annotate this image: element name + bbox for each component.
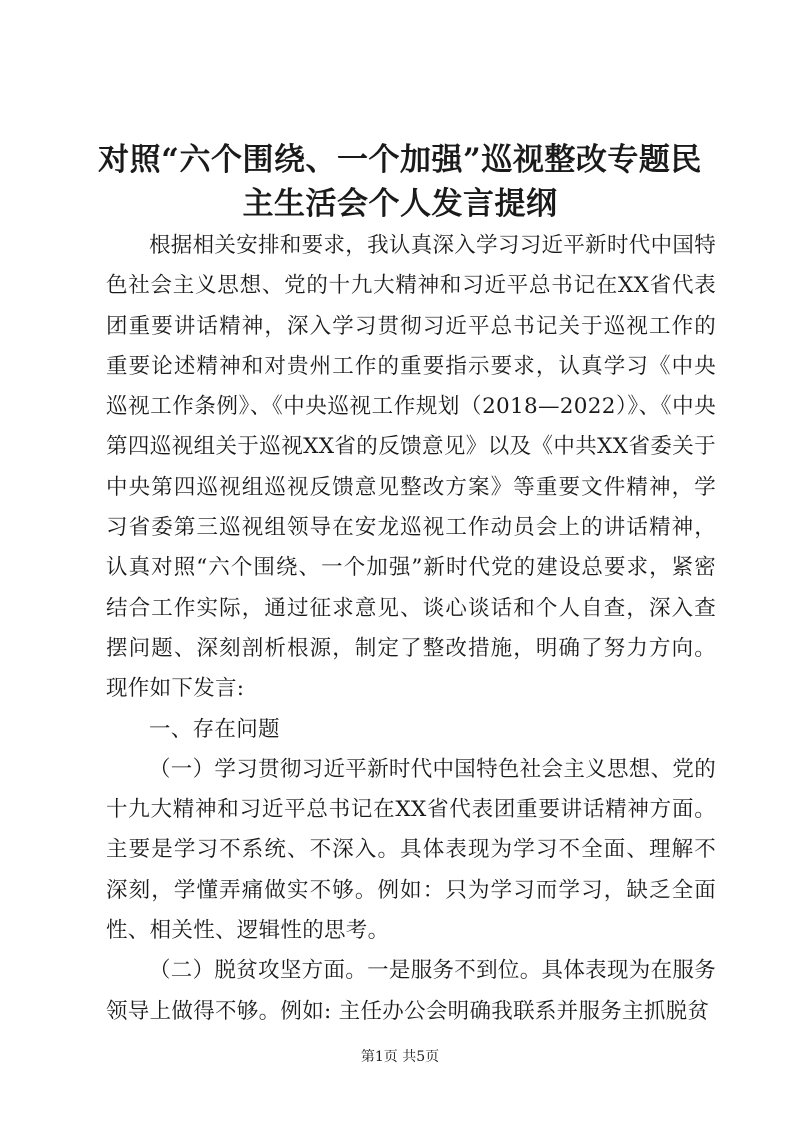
- intro-paragraph: 根据相关安排和要求，我认真深入学习习近平新时代中国特色社会主义思想、党的十九大精神和习近平总书记在XX省代表团重要讲话精神，深入学习贯彻习近平总书记关于巡视工作的重要论述精神和对贵州工作的重要指示要求，认真学习《中央巡视工作条例》、《中央巡视工作规划（2018—2022）》、《中央第四巡视组关于巡视XX省的反馈意见》以及《中共XX省委关于中央第四巡视组巡视反馈意见整改方案》等重要文件精神，学习省委第三巡视组领导在安龙巡视工作动员会上的讲话精神，认真对照“六个围绕、一个加强”新时代党的建设总要求，紧密结合工作实际，通过征求意见、谈心谈话和个人自查，深入查摆问题、深刻剖析根源，制定了整改措施，明确了努力方向。现作如下发言:: [106, 233, 716, 702]
- document-title: 对照“六个围绕、一个加强”巡视整改专题民主生活会个人发言提纲: [98, 142, 702, 222]
- document-body: [106, 226, 716, 1032]
- problem-paragraph-2: （二）脱贫攻坚方面。一是服务不到位。具体表现为在服务领导上做得不够。例如: 主任办公会明确我联系并服务主抓脱贫: [106, 958, 716, 1024]
- problem-paragraph-1: （一）学习贯彻习近平新时代中国特色社会主义思想、党的十九大精神和习近平总书记在XX省代表团重要讲话精神方面。主要是学习不系统、不深入。具体表现为学习不全面、理解不深刻，学懂弄痛做实不够。例如：只为学习而学习，缺乏全面性、相关性、逻辑性的思考。: [106, 756, 716, 944]
- section-heading-problems: 一、存在问题: [149, 716, 280, 742]
- page-footer: 第1页 共5页: [360, 1049, 440, 1065]
